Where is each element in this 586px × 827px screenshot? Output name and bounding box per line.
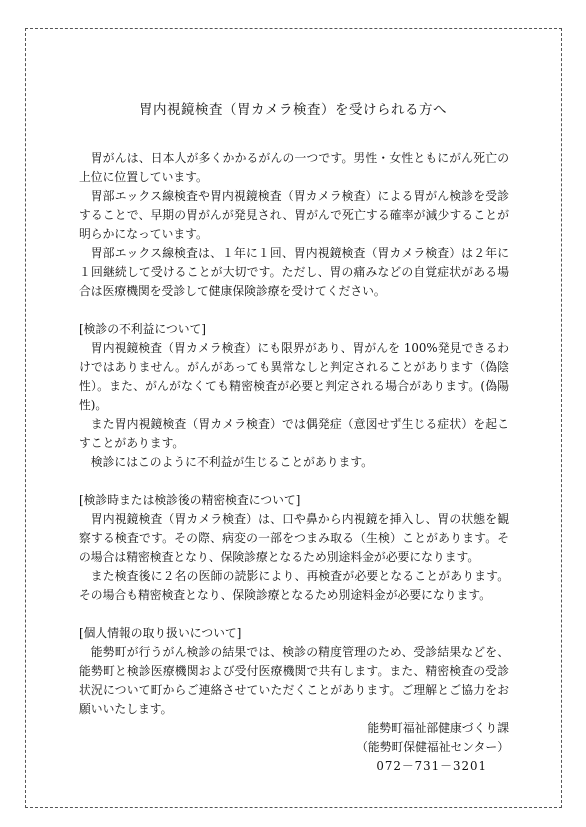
intro-paragraph: 胃がんは、日本人が多くかかるがんの一つです。男性・女性ともにがん死亡の上位に位置しています。 xyxy=(79,151,509,184)
section-heading-disadvantages: [検診の不利益について] xyxy=(79,322,206,336)
section-heading-privacy: [個人情報の取り扱いについて] xyxy=(79,626,242,640)
section-paragraph: また胃内視鏡検査（胃カメラ検査）では偶発症（意図せず生じる症状）を起こすことがあります。 xyxy=(79,417,509,450)
intro-paragraph: 胃部エックス線検査は、１年に１回、胃内視鏡検査（胃カメラ検査）は２年に１回継続して受けることが大切です。ただし、胃の痛みなどの自覚症状がある場合は医療機関を受診して健康保険診療を受けてください。 xyxy=(79,246,509,298)
section-paragraph: また検査後に２名の医師の読影により、再検査が必要となることがあります。その場合も精密検査となり、保険診療となるため別途料金が必要になります。 xyxy=(79,569,509,602)
intro-paragraph: 胃部エックス線検査や胃内視鏡検査（胃カメラ検査）による胃がん検診を受診することで、早期の胃がんが発見され、胃がんで死亡する確率が減少することが明らかになっています。 xyxy=(79,189,509,241)
section-paragraph: 胃内視鏡検査（胃カメラ検査）にも限界があり、胃がんを 100%発見できるわけではありません。がんがあっても異常なしと判定されることがあります（偽陰性）。また、がんがなくても精密検査が必要と判定される場合があります。(偽陽性)。 xyxy=(79,341,509,412)
signature-center: （能勢町保健福祉センター） xyxy=(356,740,509,754)
document-body xyxy=(79,149,509,776)
section-paragraph: 検診にはこのように不利益が生じることがあります。 xyxy=(90,455,373,469)
section-paragraph: 胃内視鏡検査（胃カメラ検査）は、口や鼻から内視鏡を挿入し、胃の状態を観察する検査です。その際、病変の一部をつまみ取る（生検）ことがあります。その場合は精密検査となり、保険診療となるため別途料金が必要になります。 xyxy=(79,512,509,564)
section-heading-detailed-exam: [検診時または検診後の精密検査について] xyxy=(79,493,301,507)
section-paragraph: 能勢町が行うがん検診の結果では、検診の精度管理のため、受診結果などを、能勢町と検診医療機関および受付医療機関で共有します。また、精密検査の受診状況について町からご連絡させていただくことがあります。ご理解とご協力をお願いいたします。 xyxy=(79,645,509,716)
document-title: 胃内視鏡検査（胃カメラ検査）を受けられる方へ xyxy=(139,102,447,118)
signature-department: 能勢町福祉部健康づくり課 xyxy=(367,721,509,735)
signature-phone: 072－731－3201 xyxy=(376,759,487,773)
